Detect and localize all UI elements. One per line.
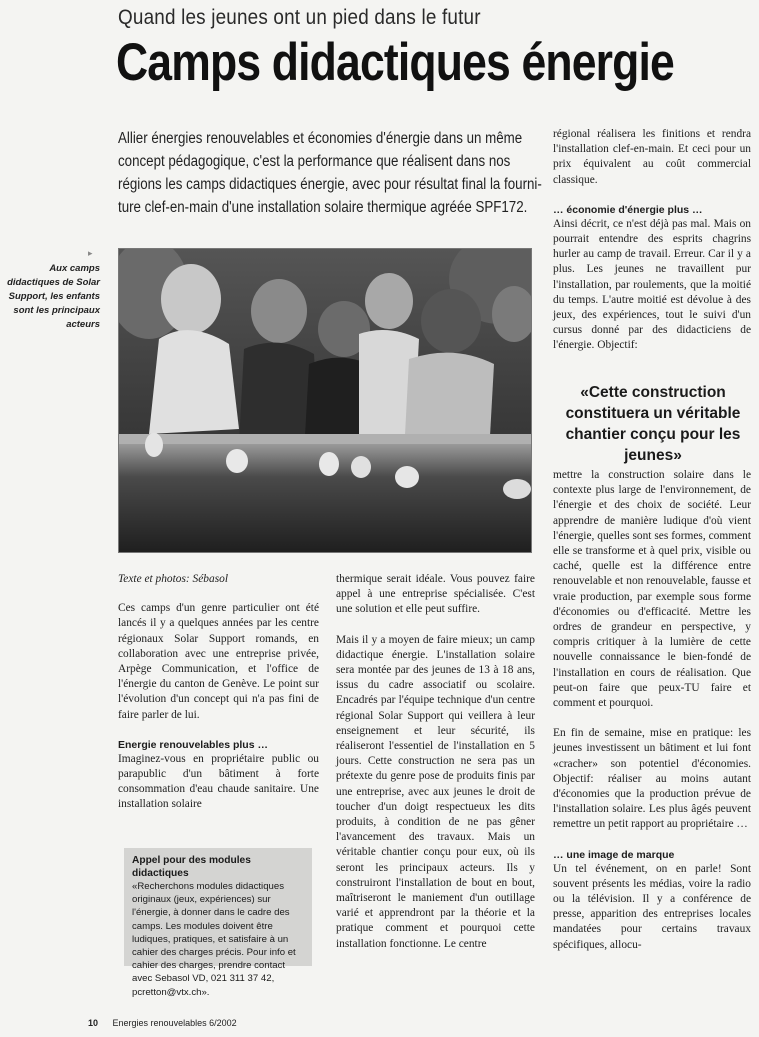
page-footer: [88, 1018, 237, 1028]
intro-line: régions les camps didactiques énergie, avec pour résultat final la fourni-: [118, 176, 542, 193]
article-intro: [118, 127, 548, 219]
publication-name: Energies renouvelables 6/2002: [112, 1018, 237, 1028]
photo-caption: Aux camps didactiques de Solar Support, les enfants sont les principaux acteurs: [7, 263, 100, 330]
section-subhead: Energie renouvelables plus …: [118, 738, 268, 751]
pull-quote: «Cette construction constituera un véritable chantier conçu pour les jeunes»: [565, 384, 741, 464]
intro-line: ture clef-en-main d'une installation solaire thermique agréée SPF172.: [118, 199, 528, 216]
paragraph: régional réalisera les finitions et rendra l'installation clef-en-main. Et ceci pour un prix équivalent au coût commercial classique.: [553, 128, 751, 186]
paragraph: Ces camps d'un genre particulier ont été lancés il y a quelques années par les centre régionaux Solar Support romands, en collaboration avec une entreprise privée, Arpège Communication, et l'office de l'énergie du canton de Genève. Le point sur l'évolution d'un concept qui n'a pas fini de faire parler de lui.: [118, 602, 319, 721]
intro-line: Allier énergies renouvelables et économies d'énergie dans un même: [118, 130, 523, 147]
sidebar-box-title: Appel pour des modules didactiques: [132, 855, 251, 879]
paragraph: thermique serait idéale. Vous pouvez faire appel à une entreprise spécialisée. C'est une solution et elle peut suffire.: [336, 573, 535, 616]
article-column-2: [336, 572, 535, 967]
sidebar-box-text: «Recherchons modules didactiques originaux (jeux, expériences) sur l'énergie, à donner dans le cadre des camps. Les modules doivent être ludiques, pratiques, et satisfaire à un cahier des charges précis. Pour info et cahier des charges, prendre contact avec Sebasol VD, 021 311 37 42, pcretton@vtx.ch».: [132, 881, 296, 998]
article-column-3-top: [553, 127, 751, 369]
article-column-3-bottom: [553, 468, 751, 968]
photo-credit: Texte et photos: Sébasol: [118, 573, 228, 585]
paragraph: Mais il y a moyen de faire mieux; un camp didactique énergie. L'installation solaire sera montée par des jeunes de 13 à 18 ans, issus du cadre associatif ou scolaire. Encadrés par l'équipe technique d'un centre régional Solar Support qui veillera à leur enseignement et leur sécurité, ils réaliseront l'essentiel de l'installation en 5 jours. Cette construction ne sera pas un prétexte du genre pose de produits finis par une entreprise, avec aux jeunes le droit de toucher d'un doigt respectueux les dits produits, à condition de ne pas gêner l'avancement des travaux. Mais un véritable chantier conçu pour eux, où ils seront les principaux acteurs. Ils y construiront l'installation de bout en bout, maîtriseront le maniement d'un outillage varié et apprendront par la théorie et la pratique comment et pourquoi cette installation fonctionne. Le centre: [336, 633, 535, 950]
article-column-1: [118, 572, 319, 828]
article-title: Camps didactiques énergie: [116, 33, 674, 92]
sidebar-box: [124, 848, 312, 998]
article-photo: [118, 248, 532, 553]
article-kicker: Quand les jeunes ont un pied dans le futur: [118, 6, 481, 29]
children-photo: [119, 249, 532, 553]
caption-arrow-icon: ▸: [88, 248, 93, 258]
page-number: 10: [88, 1018, 99, 1028]
section-subhead: … économie d'énergie plus …: [553, 203, 703, 216]
paragraph: En fin de semaine, mise en pratique: les jeunes investissent un bâtiment et lui font «cracher» son potentiel d'économies. Objectif: réaliser au moins autant d'économies que la production prévue de l'installation solaire. Les plus âgés peuvent remettre un petit rapport au propriétaire …: [553, 727, 751, 831]
paragraph: Imaginez-vous en propriétaire public ou parapublic d'un bâtiment à forte consommation d'eau chaude sanitaire. Une installation solaire: [118, 752, 319, 811]
paragraph: Un tel événement, on en parle! Sont souvent présents les médias, voire la radio ou la télévision. Il y a conférence de presse, apparition des entreprises locales mandatées pour certains travaux spécifiques, allocu-: [553, 862, 751, 951]
paragraph: Ainsi décrit, ce n'est déjà pas mal. Mais on pourrait entendre des esprits chagrins hurler au camp de travail. Erreur. Car il y a plus. Les jeunes ne travaillent pur l'installation, par roulements, que la moitié du temps. L'autre moitié est dévolue à des jeux, des expériences, tout le suivi d'un cursus donné par des didacticiens de l'énergie. Objectif:: [553, 217, 751, 352]
intro-line: concept pédagogique, c'est la performance que réalisent dans nos: [118, 153, 511, 170]
section-subhead: … une image de marque: [553, 848, 675, 861]
paragraph: mettre la construction solaire dans le contexte plus large de l'environnement, de l'énergie et des choix de société. Leur apprendre de manière ludique d'où vient l'énergie, quelles sont ses formes, comment elle se transforme et à quel prix, visible ou caché, quelle est la différence entre renouvelable et non renouvelable, fausse et vraie production, par exemple sous forme d'économies ou d'efficacité. Mettre les ordres de grandeur en perspective, y compris critiquer à la lumière de cette nouvelle connaissance le bien-fondé de l'installation en cours de réalisation. Que peut-on faire que peux-TU faire et comment et pourquoi.: [553, 469, 751, 710]
